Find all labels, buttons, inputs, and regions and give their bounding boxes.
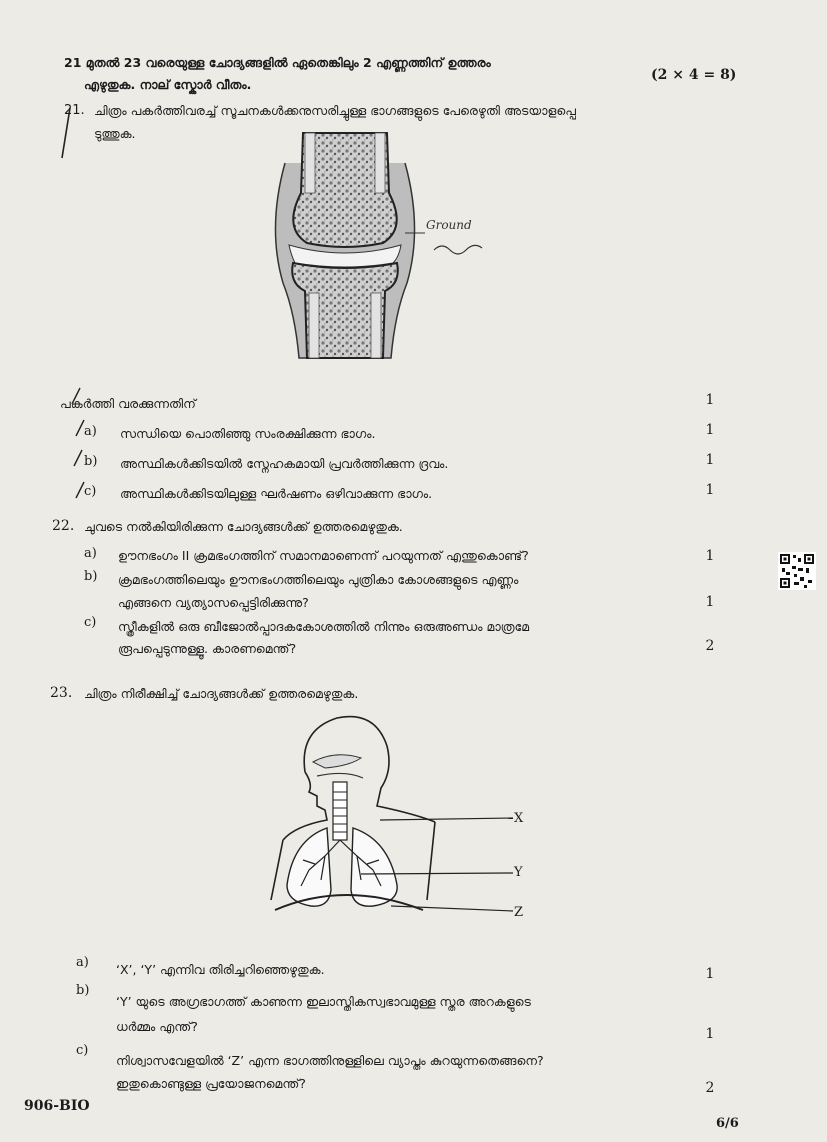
q22-c-mark: 2 bbox=[705, 638, 715, 654]
q23-c-label: c) bbox=[76, 1043, 89, 1058]
q22-a-mark: 1 bbox=[705, 548, 715, 564]
q22-c-line1: സ്ത്രീകളിൽ ഒരു ബീജോൽപ്പാദകകോശത്തിൽ നിന്നും ഒരുഅണ്ഡം മാത്രമേ bbox=[118, 619, 530, 634]
footer-paper-code: 906-BIO bbox=[24, 1098, 90, 1114]
q22-number: 22. bbox=[52, 518, 75, 534]
q21-number: 21. bbox=[64, 103, 85, 118]
q21-intro-mark: 1 bbox=[705, 392, 715, 408]
q23-a-text: ‘X’, ‘Y’ എന്നിവ തിരിച്ചറിഞ്ഞെഴുതുക. bbox=[116, 962, 325, 977]
q22-a-text: ഊനഭംഗം II ക്രമഭംഗത്തിന് സമാനമാണെന്ന് പറയുന്നത് എന്തുകൊണ്ട്? bbox=[118, 548, 529, 563]
q21-text-line1: ചിത്രം പകർത്തിവരച്ച് സൂചനകൾക്കനുസരിച്ചുള്ള ഭാഗങ്ങളുടെ പേരെഴുതി അടയാളപ്പെ bbox=[94, 103, 576, 118]
q23-c-line2: ഇതുകൊണ്ടുള്ള പ്രയോജനമെന്ത്? bbox=[116, 1076, 306, 1091]
q22-a-label: a) bbox=[84, 546, 97, 561]
q21-item-b-mark: 1 bbox=[705, 452, 715, 468]
q22-b-line1: ക്രമഭംഗത്തിലെയും ഊനഭംഗത്തിലെയും പുത്രികാ കോശങ്ങളുടെ എണ്ണം bbox=[118, 572, 519, 587]
q21-item-a-text: സന്ധിയെ പൊതിഞ്ഞു സംരക്ഷിക്കുന്ന ഭാഗം. bbox=[120, 426, 376, 441]
diagram-label-y: Y bbox=[514, 865, 523, 880]
q23-b-mark: 1 bbox=[705, 1026, 715, 1042]
q21-item-a-mark: 1 bbox=[705, 422, 715, 438]
q21-item-b-text: അസ്ഥികൾക്കിടയിൽ സ്നേഹകമായി പ്രവർത്തിക്കുന്ന ദ്രവം. bbox=[120, 456, 449, 471]
q21-item-b-label: b) bbox=[84, 454, 98, 469]
q23-a-mark: 1 bbox=[705, 966, 715, 982]
q22-c-line2: രൂപപ്പെടുന്നുള്ളൂ. കാരണമെന്ത്? bbox=[118, 641, 297, 656]
section-instruction-line2: എഴുതുക. നാല് സ്കോർ വീതം. bbox=[84, 77, 252, 92]
q22-b-mark: 1 bbox=[705, 594, 715, 610]
section-score: (2 × 4 = 8) bbox=[651, 67, 737, 83]
q21-item-a-label: a) bbox=[84, 424, 97, 439]
footer-page-number: 6/6 bbox=[716, 1116, 739, 1131]
q23-text: ചിത്രം നിരീക്ഷിച്ച് ചോദ്യങ്ങൾക്ക് ഉത്തരമെഴുതുക. bbox=[84, 686, 359, 701]
q22-c-label: c) bbox=[84, 615, 97, 630]
diagram-label-x: X bbox=[514, 811, 524, 826]
q23-number: 23. bbox=[50, 685, 73, 701]
respiratory-system-diagram bbox=[265, 710, 525, 930]
q23-b-line1: ‘Y’ യുടെ അഗ്രഭാഗത്ത് കാണുന്ന ഇലാസ്തികസ്വഭാവമുള്ള സ്തര അറകളുടെ bbox=[116, 994, 531, 1009]
q23-b-label: b) bbox=[76, 983, 90, 998]
q22-b-line2: എങ്ങനെ വ്യത്യാസപ്പെട്ടിരിക്കുന്നു? bbox=[118, 595, 309, 610]
diagram-label-z: Z bbox=[514, 905, 524, 920]
q23-c-line1: നിശ്വാസവേളയിൽ ‘Z’ എന്ന ഭാഗത്തിനുള്ളിലെ വ്യാപ്തം കുറയുന്നതെങ്ങനെ? bbox=[116, 1053, 544, 1068]
q23-b-line2: ധർമ്മം എന്ത്? bbox=[116, 1019, 198, 1034]
pen-check-mark-q21 bbox=[48, 100, 88, 160]
knee-joint-diagram bbox=[265, 133, 425, 358]
q22-b-label: b) bbox=[84, 569, 98, 584]
handwritten-scribble bbox=[432, 240, 492, 260]
q23-a-label: a) bbox=[76, 955, 89, 970]
pen-ticks-q21 bbox=[66, 386, 106, 506]
q21-item-c-label: c) bbox=[84, 484, 97, 499]
q21-text-line2: ടുത്തുക. bbox=[94, 126, 136, 141]
q21-intro: പകർത്തി വരക്കുന്നതിന് bbox=[60, 396, 196, 411]
q22-text: ചുവടെ നൽകിയിരിക്കുന്ന ചോദ്യങ്ങൾക്ക് ഉത്തരമെഴുതുക. bbox=[84, 519, 403, 534]
handwritten-label: Ground bbox=[426, 218, 472, 232]
section-instruction-line1: 21 മുതൽ 23 വരെയുള്ള ചോദ്യങ്ങളിൽ ഏതെങ്കിലും 2 എണ്ണത്തിന് ഉത്തരം bbox=[64, 55, 491, 70]
qr-code bbox=[778, 552, 816, 590]
q21-item-c-text: അസ്ഥികൾക്കിടയിലുള്ള ഘർഷണം ഒഴിവാക്കുന്ന ഭാഗം. bbox=[120, 486, 433, 501]
q23-c-mark: 2 bbox=[705, 1080, 715, 1096]
q21-item-c-mark: 1 bbox=[705, 482, 715, 498]
